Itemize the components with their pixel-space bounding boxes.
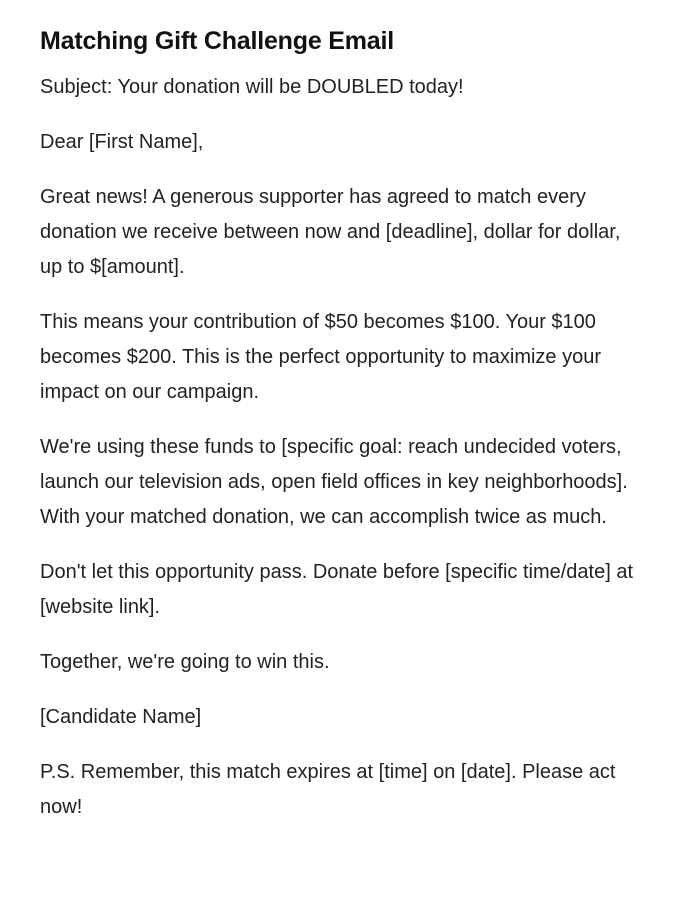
body-paragraph-match-announcement: Great news! A generous supporter has agreed to match every donation we receive between now and [deadline], dollar for dollar, up to $[amount]. bbox=[40, 186, 621, 278]
document-title: Matching Gift Challenge Email bbox=[40, 27, 394, 55]
body-paragraph-funds-use: We're using these funds to [specific goal: reach undecided voters, launch our television ads, open field offices in key neighborhoods]. With your matched donation, we can accomplish twice as much. bbox=[40, 436, 628, 528]
body-paragraph-impact: This means your contribution of $50 becomes $100. Your $100 becomes $200. This is the perfect opportunity to maximize your impact on our campaign. bbox=[40, 311, 602, 403]
body-paragraph-closing: Together, we're going to win this. bbox=[40, 651, 330, 673]
email-postscript: P.S. Remember, this match expires at [time] on [date]. Please act now! bbox=[40, 761, 616, 818]
email-greeting: Dear [First Name], bbox=[40, 131, 204, 153]
body-paragraph-call-to-action: Don't let this opportunity pass. Donate before [specific time/date] at [website link]. bbox=[40, 561, 634, 618]
email-signature: [Candidate Name] bbox=[40, 706, 202, 728]
email-subject-line: Subject: Your donation will be DOUBLED today! bbox=[40, 76, 464, 98]
